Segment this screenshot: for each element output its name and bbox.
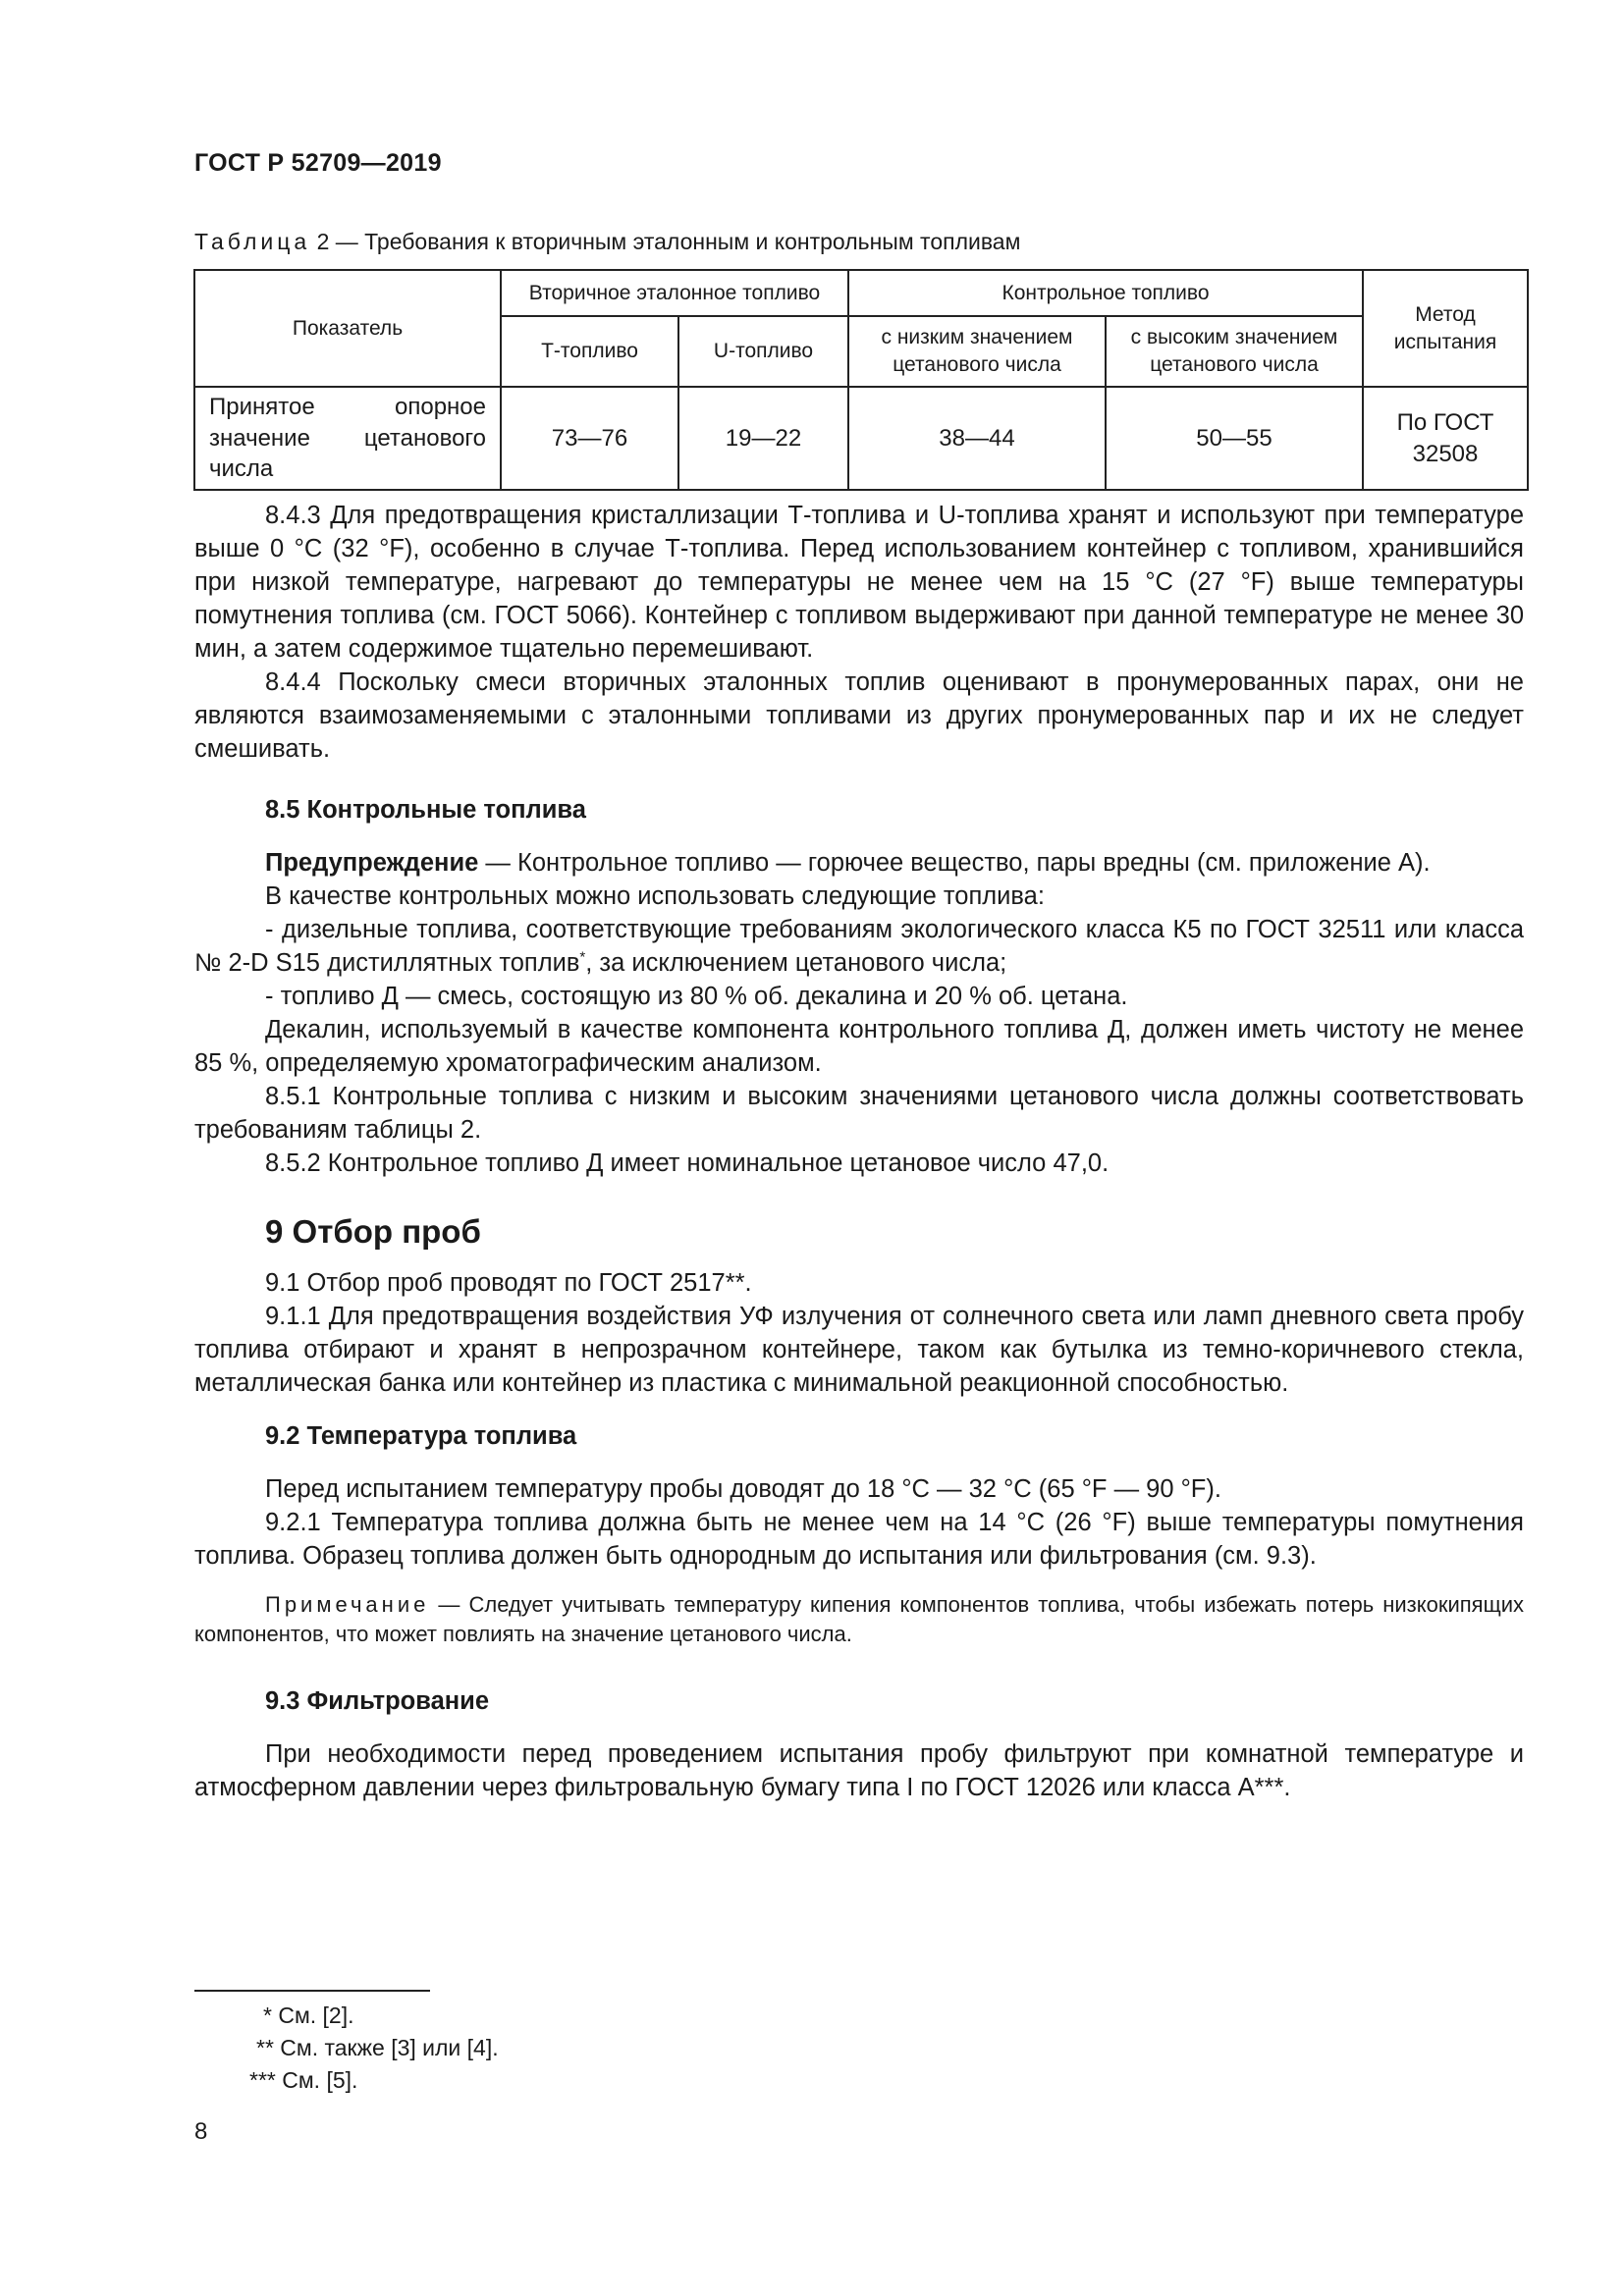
header-low-cetane: с низким значением цетанового числа	[848, 316, 1106, 387]
standard-header: ГОСТ Р 52709—2019	[194, 149, 442, 177]
table-caption	[194, 229, 1020, 255]
list-item-diesel	[194, 913, 1524, 980]
warning-label: Предупреждение	[265, 849, 479, 877]
cell-t-value: 73—76	[501, 387, 678, 490]
note-label: Примечание	[265, 1592, 430, 1617]
note-text: — Следует учитывать температуру кипения компонентов топлива, чтобы избежать потерь низкокипящих компонентов, что может повлиять на значение цетанового числа.	[194, 1592, 1524, 1646]
cell-high-value: 50—55	[1106, 387, 1363, 490]
para-8-5-2: 8.5.2 Контрольное топливо Д имеет номинальное цетановое число 47,0.	[265, 1149, 1110, 1177]
heading-section-9: 9 Отбор проб	[265, 1213, 481, 1250]
para-9-1-1: 9.1.1 Для предотвращения воздействия УФ излучения от солнечного света или ламп дневного света пробу топлива отбирают и хранят в непрозрачном контейнере, таком как бутылка из темно-коричневого стекла, металлическая банка или контейнер из пластика с минимальной реакционной способностью.	[194, 1303, 1524, 1397]
heading-9-3: 9.3 Фильтрование	[265, 1687, 490, 1715]
header-t-fuel: Т-топливо	[501, 316, 678, 387]
header-indicator: Показатель	[194, 270, 501, 387]
table-caption-label: Таблица	[194, 229, 311, 254]
footnote-3: *** См. [5].	[249, 2067, 358, 2093]
heading-9-2: 9.2 Температура топлива	[265, 1422, 577, 1450]
para-9-3: При необходимости перед проведением испытания пробу фильтруют при комнатной температуре и атмосферном давлении через фильтровальную бумагу типа I по ГОСТ 12026 или класса А***.	[194, 1740, 1524, 1801]
para-9-2-1: 9.2.1 Температура топлива должна быть не менее чем на 14 °С (26 °F) выше температуры помутнения топлива. Образец топлива должен быть однородным до испытания или фильтрования (см. 9.3).	[194, 1509, 1524, 1570]
requirements-table	[193, 269, 1529, 491]
warning-text: — Контрольное топливо — горючее вещество, пары вредны (см. приложение А).	[478, 849, 1431, 877]
footnote-2: ** См. также [3] или [4].	[256, 2035, 499, 2060]
header-u-fuel: U-топливо	[678, 316, 848, 387]
cell-u-value: 19—22	[678, 387, 848, 490]
table-caption-text: 2 — Требования к вторичным эталонным и контрольным топливам	[310, 229, 1021, 254]
para-decalin: Декалин, используемый в качестве компонента контрольного топлива Д, должен иметь чистоту не менее 85 %, определяемую хроматографическим анализом.	[194, 1016, 1524, 1077]
footnote-1: * См. [2].	[263, 2002, 354, 2028]
header-secondary-fuel: Вторичное эталонное топливо	[501, 270, 848, 316]
para-8-5-1: 8.5.1 Контрольные топлива с низким и высоким значениями цетанового числа должны соответствовать требованиям таблицы 2.	[194, 1083, 1524, 1144]
warning-para	[194, 846, 1524, 880]
footnote-divider	[194, 1990, 430, 1992]
header-high-cetane: с высоким значением цетанового числа	[1106, 316, 1363, 387]
note-para	[194, 1590, 1524, 1649]
para-9-2: Перед испытанием температуру пробы доводят до 18 °С — 32 °С (65 °F — 90 °F).	[265, 1475, 1221, 1503]
footnotes	[194, 2000, 499, 2097]
row-label: Принятое опорное значение цетанового числа	[194, 387, 501, 490]
document-body	[194, 499, 1524, 1804]
header-control-fuel: Контрольное топливо	[848, 270, 1363, 316]
para-list-intro: В качестве контрольных можно использовать следующие топлива:	[265, 882, 1045, 910]
para-9-1: 9.1 Отбор проб проводят по ГОСТ 2517**.	[265, 1269, 752, 1297]
para-8-4-4: 8.4.4 Поскольку смеси вторичных эталонных топлив оценивают в пронумерованных парах, они не являются взаимозаменяемыми с эталонными топливами из других пронумерованных пар и их не следует смешивать.	[194, 668, 1524, 763]
list-item-diesel-text: - дизельные топлива, соответствующие требованиям экологического класса К5 по ГОСТ 32511 или класса № 2-D S15 дистиллятных топлив	[194, 916, 1524, 977]
list-item-diesel-tail: , за исключением цетанового числа;	[585, 949, 1007, 977]
list-item-fuel-d: - топливо Д — смесь, состоящую из 80 % об. декалина и 20 % об. цетана.	[265, 983, 1128, 1010]
para-8-4-3: 8.4.3 Для предотвращения кристаллизации Т-топлива и U-топлива хранят и используют при температуре выше 0 °С (32 °F), особенно в случае Т-топлива. Перед использованием контейнер с топливом, хранившийся при низкой температуре, нагревают до температуры не менее чем на 15 °С (27 °F) выше температуры помутнения топлива (см. ГОСТ 5066). Контейнер с топливом выдерживают при данной температуре не менее 30 мин, а затем содержимое тщательно перемешивают.	[194, 502, 1524, 663]
footnote-ref-1: *	[579, 948, 586, 966]
header-method: Метод испытания	[1363, 270, 1528, 387]
cell-low-value: 38—44	[848, 387, 1106, 490]
page-number: 8	[194, 2118, 208, 2145]
cell-method: По ГОСТ 32508	[1363, 387, 1528, 490]
heading-8-5: 8.5 Контрольные топлива	[265, 796, 586, 824]
